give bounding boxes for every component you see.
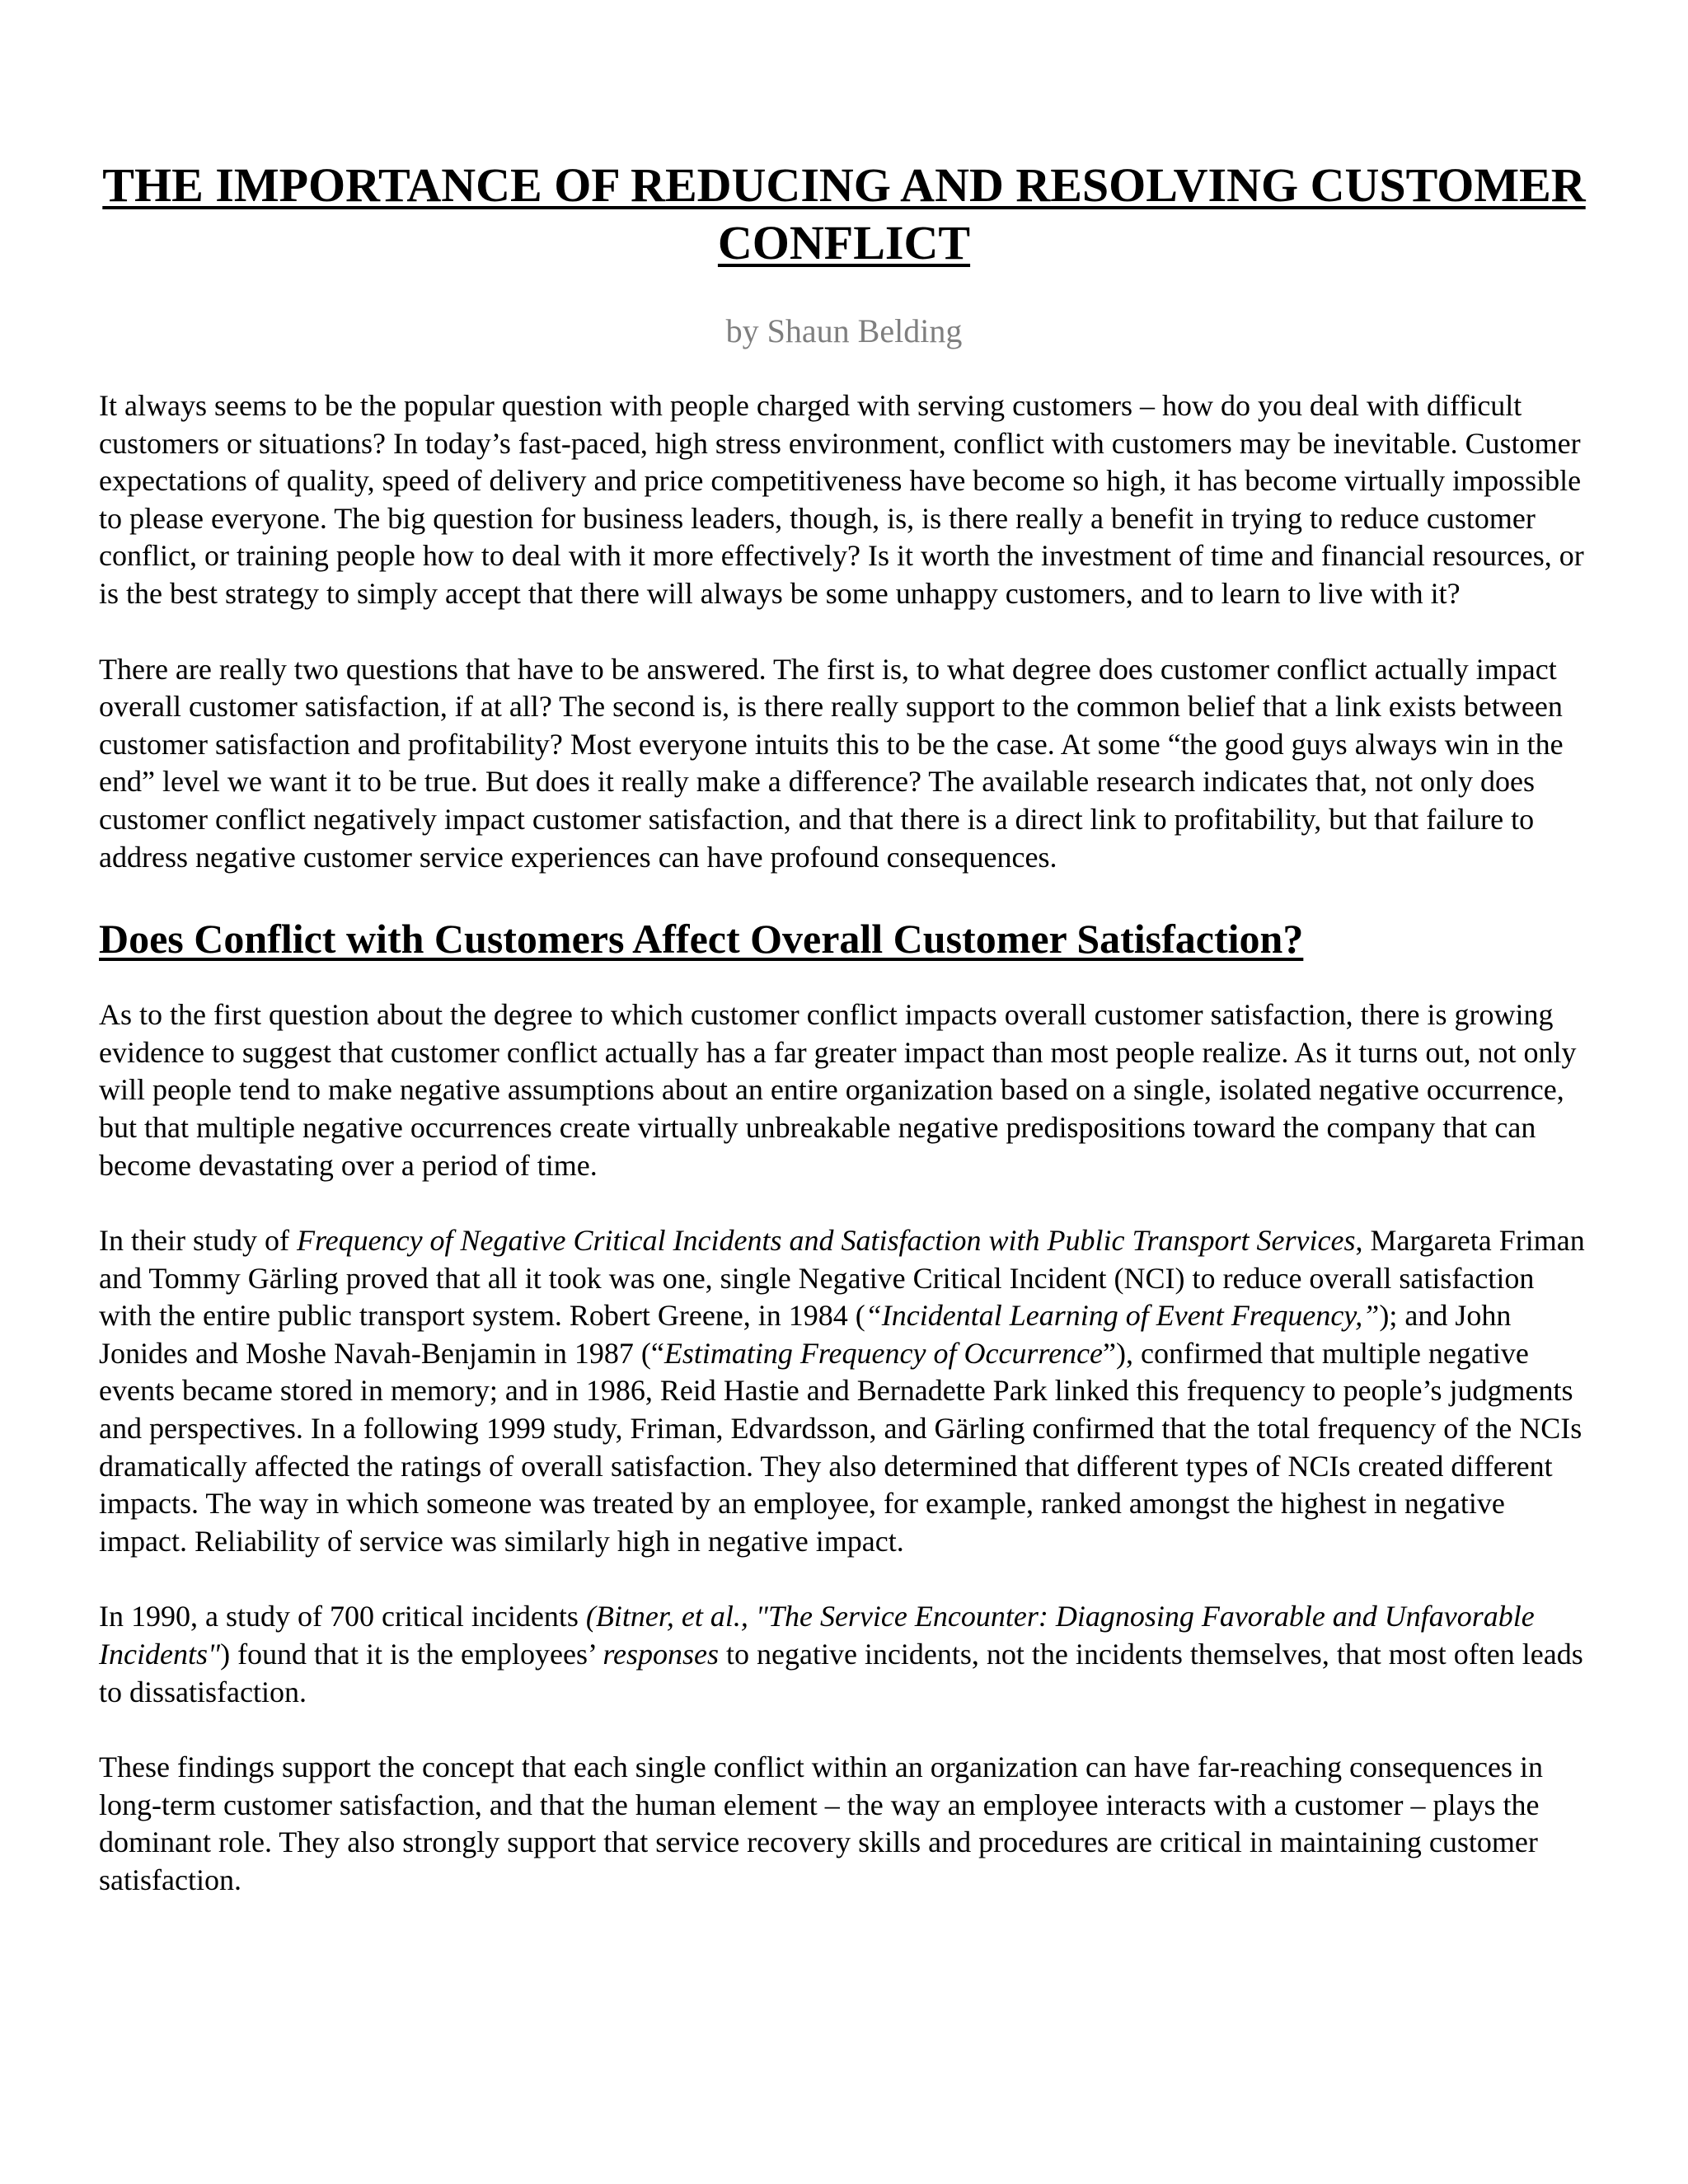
section-heading <box>99 914 1589 963</box>
bitner-text-2: ) found that it is the employees’ <box>220 1638 603 1671</box>
author-byline: by Shaun Belding <box>725 312 963 349</box>
studies-citation-friman: Frequency of Negative Critical Incidents and Satisfaction with Public Transport Services <box>296 1224 1356 1258</box>
bitner-text-1: In 1990, a study of 700 critical incidents <box>99 1600 586 1633</box>
bitner-text-3: to negative incidents, not the incidents themselves, that most often leads to dissatisfaction. <box>99 1638 1583 1708</box>
section-heading-text: Does Conflict with Customers Affect Overall Customer Satisfaction? <box>99 916 1304 963</box>
document-title-text: THE IMPORTANCE OF REDUCING AND RESOLVING CUSTOMER CONFLICT <box>102 158 1586 269</box>
paragraph-first-question: As to the first question about the degree to which customer conflict impacts overall customer satisfaction, there is growing evidence to suggest that customer conflict actually has a far greater impact than most people realize. As it turns out, not only will people tend to make negative assumptions about an entire organization based on a single, isolated negative occurrence, but that multiple negative occurrences create virtually unbreakable negative predispositions toward the company that can become devastating over a period of time. <box>99 998 1577 1182</box>
studies-citation-jonides: Estimating Frequency of Occurrence <box>663 1336 1104 1370</box>
studies-text-4: ”), confirmed that multiple negative events became stored in memory; and in 1986, Reid Hastie and Bernadette Park linked this frequency to people’s judgments and perspectives. In a following 1999 study, Friman, Edvardsson, and Gärling confirmed that the total frequency of the NCIs dramatically affected the ratings of overall satisfaction. They also determined that different types of NCIs created different impacts. The way in which someone was treated by an employee, for example, ranked amongst the highest in negative impact. Reliability of service was similarly high in negative impact. <box>99 1336 1582 1558</box>
bitner-citation: (Bitner, et al., "The Service Encounter: Diagnosing Favorable and Unfavorable Incidents" <box>99 1600 1535 1671</box>
paragraph-two-questions: There are really two questions that have to be answered. The first is, to what degree does customer conflict actually impact overall customer satisfaction, if at all? The second is, is there really support to the common belief that a link exists between customer satisfaction and profitability? Most everyone intuits this to be the case. At some “the good guys always win in the end” level we want it to be true. But does it really make a difference? The available research indicates that, not only does customer conflict negatively impact customer satisfaction, and that there is a direct link to profitability, but that failure to address negative customer service experiences can have profound consequences. <box>99 652 1564 874</box>
studies-text-1: In their study of <box>99 1224 297 1258</box>
paragraph-bitner-study <box>99 1598 1589 1711</box>
studies-citation-greene: “Incidental Learning of Event Frequency,” <box>865 1299 1380 1333</box>
document-title <box>99 157 1589 272</box>
paragraph-studies <box>99 1222 1589 1560</box>
bitner-emphasis-responses: responses <box>603 1638 719 1671</box>
paragraph-intro: It always seems to be the popular question with people charged with serving customers – how do you deal with difficult customers or situations? In today’s fast-paced, high stress environment, conflict with customers may be inevitable. Customer expectations of quality, speed of delivery and price competitiveness have become so high, it has become virtually impossible to please everyone. The big question for business leaders, though, is, is there really a benefit in trying to reduce customer conflict, or training people how to deal with it more effectively? Is it worth the investment of time and financial resources, or is the best strategy to simply accept that there will always be some unhappy customers, and to learn to live with it? <box>99 389 1584 610</box>
studies-text-2: , Margareta Friman and Tommy Gärling proved that all it took was one, single Negative Critical Incident (NCI) to reduce overall satisfaction with the entire public transport system. Robert Greene, in 1984 ( <box>99 1224 1585 1333</box>
paragraph-findings: These findings support the concept that each single conflict within an organization can have far-reaching consequences in long-term customer satisfaction, and that the human element – the way an employee interacts with a customer – plays the dominant role. They also strongly support that service recovery skills and procedures are critical in maintaining customer satisfaction. <box>99 1750 1543 1896</box>
studies-text-3: ); and John Jonides and Moshe Navah-Benjamin in 1987 (“ <box>99 1299 1512 1370</box>
